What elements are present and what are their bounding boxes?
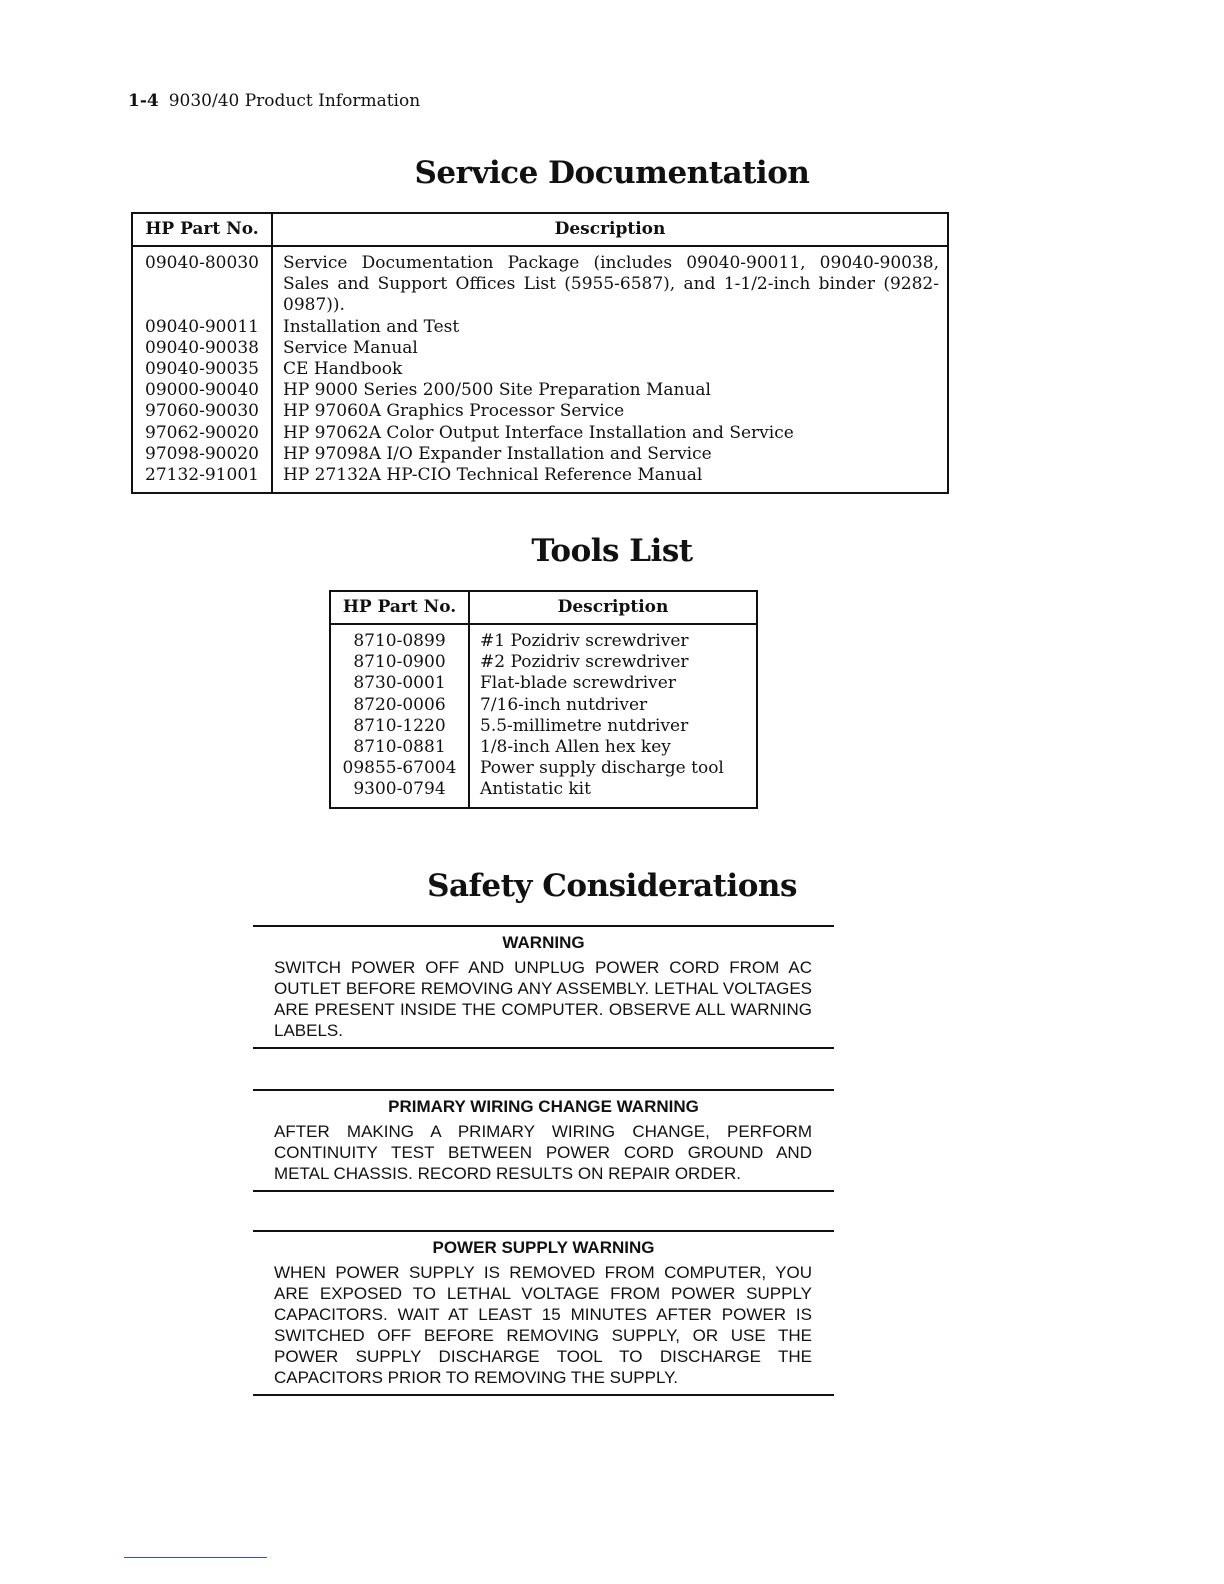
- table-row: [132, 338, 948, 359]
- description-cell: HP 97060A Graphics Processor Service: [283, 401, 625, 422]
- description-cell: HP 97098A I/O Expander Installation and Service: [283, 443, 712, 464]
- warning-box-primary-wiring: [253, 1089, 834, 1192]
- table-row: [330, 624, 757, 652]
- table-row: [132, 359, 948, 380]
- warning-text: WHEN POWER SUPPLY IS REMOVED FROM COMPUTER, YOU ARE EXPOSED TO LETHAL VOLTAGE FROM POWER SUPPLY CAPACITORS. WAIT AT LEAST 15 MINUTES AFTER POWER IS SWITCHED OFF BEFORE REMOVING SUPPLY, OR USE THE POWER SUPPLY DISCHARGE TOOL TO DISCHARGE THE CAPACITORS PRIOR TO REMOVING THE SUPPLY.: [274, 1263, 812, 1387]
- service-documentation-rows: [132, 246, 948, 493]
- description-cell: #1 Pozidriv screwdriver: [480, 631, 689, 651]
- part-number-cell: 09040-80030: [132, 246, 272, 317]
- page-number: 1-4: [128, 91, 159, 111]
- description-cell: 1/8-inch Allen hex key: [480, 737, 671, 758]
- table-row: [132, 317, 948, 338]
- warning-text: SWITCH POWER OFF AND UNPLUG POWER CORD FROM AC OUTLET BEFORE REMOVING ANY ASSEMBLY. LETHAL VOLTAGES ARE PRESENT INSIDE THE COMPUTER. OBSERVE ALL WARNING LABELS.: [274, 958, 812, 1040]
- description-cell: Installation and Test: [283, 316, 460, 337]
- part-number-cell: 09040-90035: [132, 359, 272, 380]
- running-header: [128, 91, 420, 111]
- warning-box-power-supply: [253, 1230, 834, 1396]
- tools-list-heading: Tools List: [531, 533, 693, 569]
- description-cell: #2 Pozidriv screwdriver: [480, 652, 689, 673]
- table-row: [132, 246, 948, 317]
- description-cell: Antistatic kit: [480, 779, 591, 800]
- part-number-cell: 09040-90038: [132, 338, 272, 359]
- table-row: [330, 695, 757, 716]
- part-number-cell: 97060-90030: [132, 401, 272, 422]
- table-header-row: [132, 213, 948, 246]
- part-number-cell: 8710-0900: [330, 652, 469, 673]
- table-row: [132, 380, 948, 401]
- part-number-cell: 8730-0001: [330, 673, 469, 694]
- table-row: [330, 737, 757, 758]
- part-number-cell: 27132-91001: [132, 465, 272, 493]
- column-header-part-no: HP Part No.: [132, 213, 272, 246]
- part-number-cell: 09855-67004: [330, 758, 469, 779]
- warning-text: AFTER MAKING A PRIMARY WIRING CHANGE, PERFORM CONTINUITY TEST BETWEEN POWER CORD GROUND AND METAL CHASSIS. RECORD RESULTS ON REPAIR ORDER.: [274, 1122, 812, 1183]
- warning-box-general: [253, 925, 834, 1049]
- part-number-cell: 09040-90011: [132, 317, 272, 338]
- description-cell: Power supply discharge tool: [480, 758, 724, 779]
- footnote-rule: [124, 1557, 267, 1558]
- table-row: [330, 758, 757, 779]
- part-number-cell: 8710-0899: [330, 624, 469, 652]
- table-row: [330, 779, 757, 807]
- description-cell: 7/16-inch nutdriver: [480, 694, 648, 715]
- table-row: [330, 673, 757, 694]
- table-row: [132, 401, 948, 422]
- description-cell: Flat-blade screwdriver: [480, 673, 676, 694]
- description-cell: HP 97062A Color Output Interface Installation and Service: [283, 422, 794, 443]
- tools-list-rows: [330, 624, 757, 808]
- part-number-cell: 8710-0881: [330, 737, 469, 758]
- part-number-cell: 97098-90020: [132, 444, 272, 465]
- service-documentation-heading: Service Documentation: [414, 155, 810, 191]
- tools-list-table: [329, 590, 758, 809]
- table-row: [132, 444, 948, 465]
- table-row: [330, 716, 757, 737]
- part-number-cell: 8710-1220: [330, 716, 469, 737]
- warning-title: POWER SUPPLY WARNING: [432, 1238, 655, 1257]
- part-number-cell: 97062-90020: [132, 423, 272, 444]
- description-cell: Service Documentation Package (includes 09040-90011, 09040-90038, Sales and Support Offices List (5955-6587), and 1-1/2-inch binder (9282-0987)).: [283, 253, 939, 316]
- description-cell: Service Manual: [283, 337, 418, 358]
- warning-title: PRIMARY WIRING CHANGE WARNING: [388, 1097, 699, 1116]
- warning-title: WARNING: [502, 933, 585, 952]
- description-cell: CE Handbook: [283, 359, 403, 380]
- description-cell: 5.5-millimetre nutdriver: [480, 715, 689, 736]
- table-row: [132, 465, 948, 493]
- part-number-cell: 8720-0006: [330, 695, 469, 716]
- table-header-row: [330, 591, 757, 624]
- running-title: 9030/40 Product Information: [168, 91, 421, 111]
- column-header-part-no: HP Part No.: [330, 591, 469, 624]
- column-header-description: Description: [272, 213, 948, 246]
- table-row: [132, 423, 948, 444]
- part-number-cell: 9300-0794: [330, 779, 469, 807]
- safety-considerations-heading: Safety Considerations: [427, 868, 797, 904]
- table-row: [330, 652, 757, 673]
- part-number-cell: 09000-90040: [132, 380, 272, 401]
- column-header-description: Description: [469, 591, 757, 624]
- description-cell: HP 27132A HP-CIO Technical Reference Manual: [283, 465, 703, 486]
- service-documentation-table: [131, 212, 949, 494]
- description-cell: HP 9000 Series 200/500 Site Preparation Manual: [283, 380, 711, 401]
